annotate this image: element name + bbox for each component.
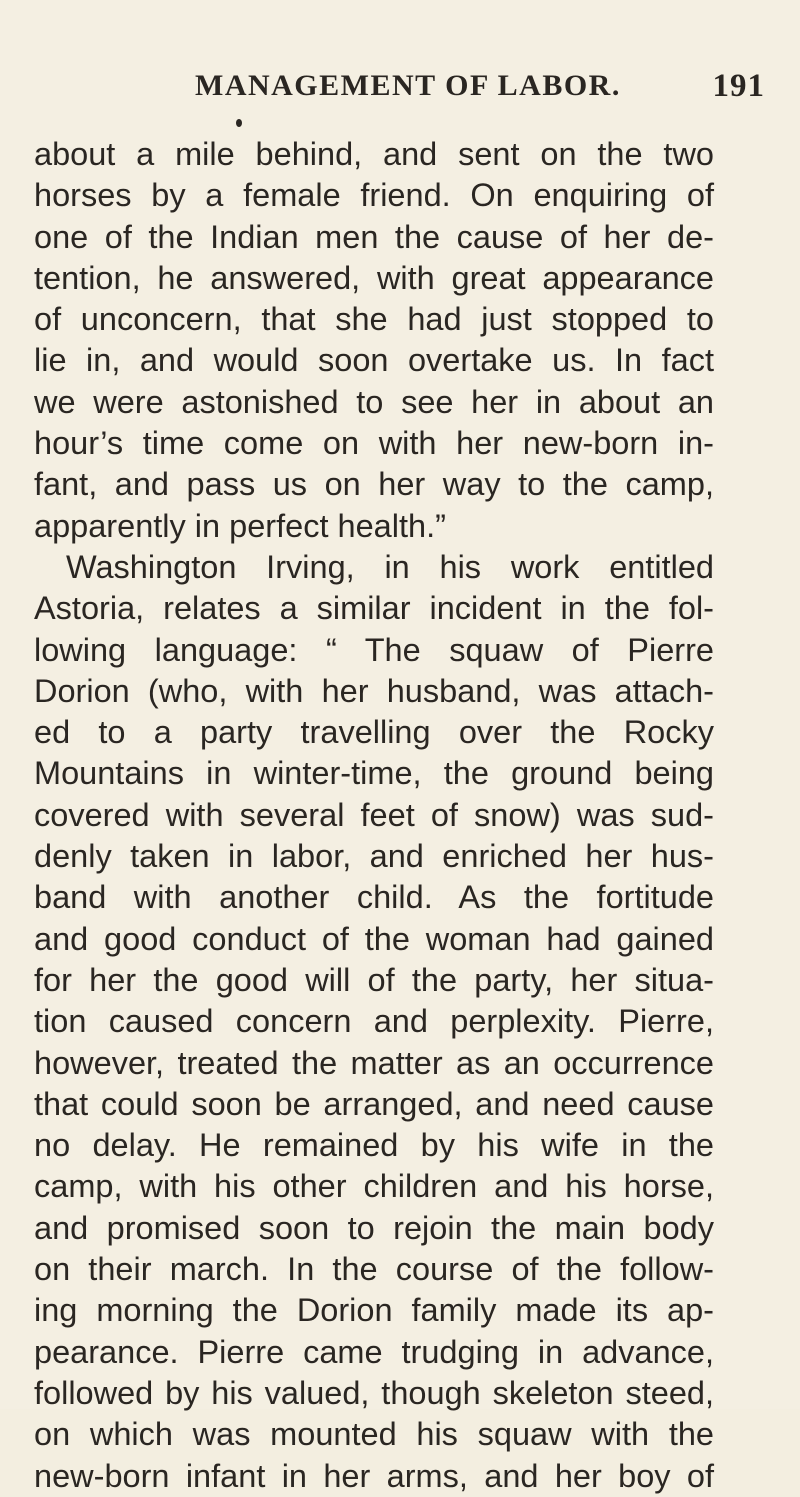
body-text — [34, 134, 714, 1497]
text-line: band with another child. As the fortitude — [34, 879, 714, 916]
text-line: lowing language: “ The squaw of Pierre — [34, 631, 714, 668]
text-line: followed by his valued, though skeleton steed, — [34, 1374, 714, 1411]
text-line: and good conduct of the woman had gained — [34, 920, 714, 957]
text-line: we were astonished to see her in about an — [34, 383, 714, 420]
text-line: tion caused concern and perplexity. Pierre, — [34, 1003, 714, 1040]
text-line: on their march. In the course of the follow- — [34, 1251, 714, 1288]
text-line: Dorion (who, with her husband, was attach- — [34, 672, 714, 709]
text-line: of unconcern, that she had just stopped to — [34, 301, 714, 338]
page-number: 191 — [712, 68, 765, 104]
ink-speck — [236, 119, 242, 127]
text-line: horses by a female friend. On enquiring of — [34, 177, 714, 214]
text-line: Astoria, relates a similar incident in the fol- — [34, 590, 714, 627]
text-line: no delay. He remained by his wife in the — [34, 1127, 714, 1164]
text-line: that could soon be arranged, and need cause — [34, 1085, 714, 1122]
text-line: apparently in perfect health.” — [34, 507, 446, 544]
text-line: ed to a party travelling over the Rocky — [34, 714, 714, 751]
text-line: about a mile behind, and sent on the two — [34, 136, 714, 172]
text-line: fant, and pass us on her way to the camp, — [34, 466, 714, 503]
text-line: ing morning the Dorion family made its ap- — [34, 1292, 714, 1329]
text-line: Washington Irving, in his work entitled — [66, 548, 714, 585]
text-line: Mountains in winter-time, the ground being — [34, 755, 714, 792]
text-line: and promised soon to rejoin the main body — [34, 1209, 714, 1246]
text-line: however, treated the matter as an occurrence — [34, 1044, 714, 1081]
text-line: on which was mounted his squaw with the — [34, 1416, 714, 1453]
running-head: MANAGEMENT OF LABOR. — [195, 69, 621, 102]
text-line: hour’s time come on with her new-born in- — [34, 425, 714, 462]
text-line: covered with several feet of snow) was sud- — [34, 796, 714, 833]
text-line: one of the Indian men the cause of her de- — [34, 218, 714, 255]
text-line: for her the good will of the party, her situa- — [34, 961, 714, 998]
text-line: denly taken in labor, and enriched her hus- — [34, 838, 714, 875]
text-line: pearance. Pierre came trudging in advance, — [34, 1333, 714, 1370]
text-line: camp, with his other children and his horse, — [34, 1168, 714, 1205]
text-line: lie in, and would soon overtake us. In fact — [34, 342, 714, 379]
page-header — [195, 66, 765, 106]
text-line: tention, he answered, with great appearance — [34, 259, 714, 296]
text-line: new-born infant in her arms, and her boy of — [34, 1457, 714, 1494]
